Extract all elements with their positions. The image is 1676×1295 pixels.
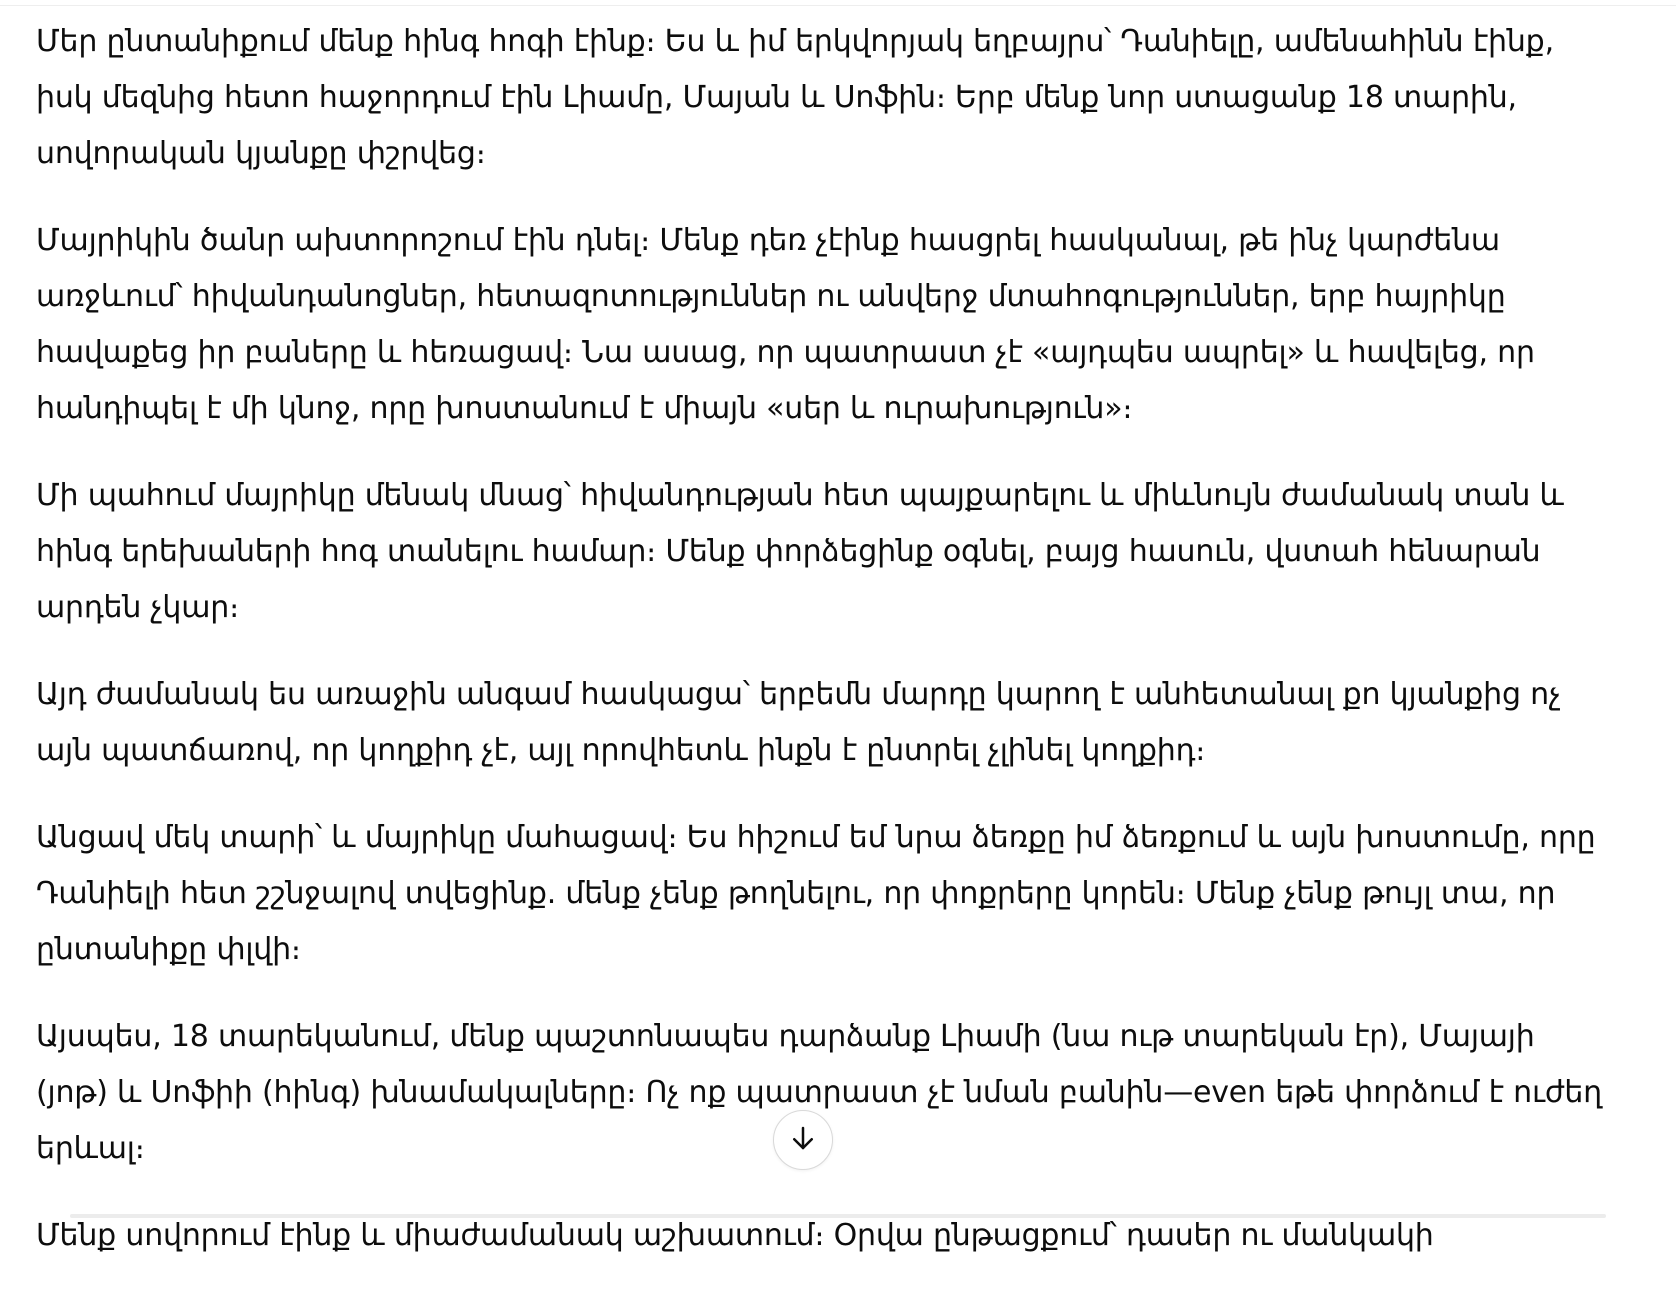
message-paragraph-7: Մենք սովորում էինք և միաժամանակ աշխատում։ Օրվա ընթացքում՝ դասեր ու մանկակի	[36, 1218, 1434, 1253]
scroll-to-bottom-button[interactable]	[773, 1110, 833, 1170]
composer-top-edge	[70, 1214, 1606, 1218]
top-divider	[0, 0, 1676, 6]
message-paragraph-1: Մեր ընտանիքում մենք հինգ հոգի էինք։ Ես և իմ երկվորյակ եղբայրս՝ Դանիելը, ամենահինն էինք, իսկ մեզնից հետո հաջորդում էին Լիամը, Մայան և Սոֆին։ Երբ մենք նոր ստացանք 18 տարին, սովորական կյանքը փշրվեց։	[36, 24, 1554, 171]
assistant-message	[36, 14, 1606, 1295]
message-paragraph-3: Մի պահում մայրիկը մենակ մնաց՝ հիվանդության հետ պայքարելու և միևնույն ժամանակ տան և հինգ երեխաների հոգ տանելու համար։ Մենք փորձեցինք օգնել, բայց հասուն, վստահ հենարան արդեն չկար։	[36, 478, 1564, 625]
message-paragraph-6: Այսպես, 18 տարեկանում, մենք պաշտոնապես դարձանք Լիամի (նա ութ տարեկան էր), Մայայի (յոթ) և Սոֆիի (հինգ) խնամակալները։ Ոչ ոք պատրաստ չէ նման բանին—even եթե փորձում է ուժեղ երևալ։	[36, 1019, 1602, 1166]
arrow-down-icon	[788, 1123, 818, 1157]
message-paragraph-2: Մայրիկին ծանր ախտորոշում էին դնել։ Մենք դեռ չէինք հասցրել հասկանալ, թե ինչ կարժենա առջևում՝ հիվանդանոցներ, հետազոտություններ ու անվերջ մտահոգություններ, երբ հայրիկը հավաքեց իր բաները և հեռացավ։ Նա ասաց, որ պատրաստ չէ «այդպես ապրել» և հավելեց, որ հանդիպել է մի կնոջ, որը խոստանում է միայն «սեր և ուրախություն»։	[36, 223, 1535, 426]
message-paragraph-4: Այդ ժամանակ ես առաջին անգամ հասկացա՝ երբեմն մարդը կարող է անհետանալ քո կյանքից ոչ այն պատճառով, որ կողքիդ չէ, այլ որովհետև ինքն է ընտրել չլինել կողքիդ։	[36, 677, 1561, 768]
message-paragraph-5: Անցավ մեկ տարի՝ և մայրիկը մահացավ։ Ես հիշում եմ նրա ձեռքը իմ ձեռքում և այն խոստումը, որը Դանիելի հետ շշնջալով տվեցինք. մենք չենք թողնելու, որ փոքրերը կորեն։ Մենք չենք թույլ տա, որ ընտանիքը փլվի։	[36, 820, 1596, 967]
